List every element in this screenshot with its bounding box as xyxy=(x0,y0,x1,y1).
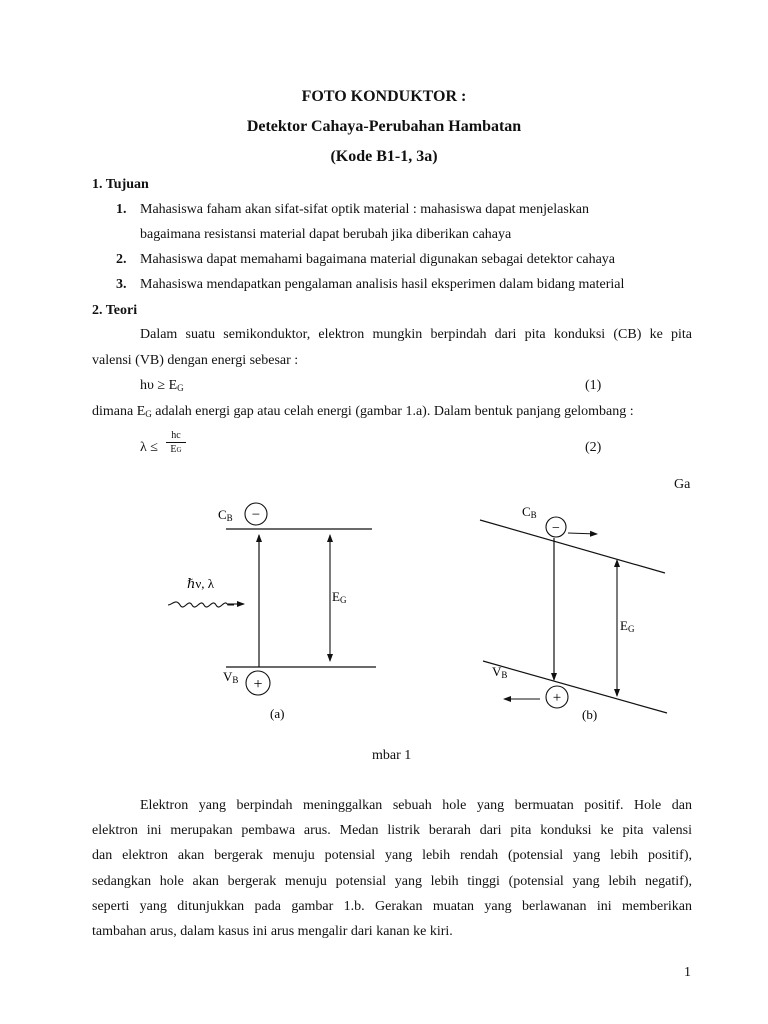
list-item-number: 2. xyxy=(116,252,127,267)
paragraph-line: elektron ini merupakan pembawa arus. Medan listrik berarah dari pita konduksi ke pita valensi xyxy=(92,823,692,838)
vb-label-a: VB xyxy=(223,669,239,685)
figure-caption-start: Ga xyxy=(674,477,691,492)
paragraph-line: seperti yang ditunjukkan pada gambar 1.b. Gerakan muatan yang berlawanan ini memberikan xyxy=(92,899,692,914)
paragraph-line: Elektron yang berpindah meninggalkan sebuah hole yang bermuatan positif. Hole dan xyxy=(140,798,692,813)
paragraph-line xyxy=(92,404,634,420)
valence-band-line-b xyxy=(483,661,667,713)
photon-wave-icon xyxy=(168,602,234,607)
vb-label-b: VB xyxy=(492,664,508,680)
figure-b xyxy=(480,504,667,722)
figure-caption-end: mbar 1 xyxy=(372,748,412,763)
fraction-numerator: hc xyxy=(166,430,186,443)
equation-1 xyxy=(140,378,184,394)
text-span: adalah energi gap atau celah energi (gambar 1.a). Dalam bentuk panjang gelombang : xyxy=(151,404,634,419)
fraction-denominator xyxy=(166,443,186,455)
page-subtitle: Detektor Cahaya-Perubahan Hambatan xyxy=(246,118,522,135)
figure-band-diagram xyxy=(0,490,768,740)
page-title: FOTO KONDUKTOR : xyxy=(301,88,467,105)
eg-label-b: EG xyxy=(620,618,635,634)
page-number: 1 xyxy=(684,965,691,980)
figure-b-label: (b) xyxy=(582,707,598,722)
equation-2-number: (2) xyxy=(585,440,602,455)
equation-1-number: (1) xyxy=(585,378,602,393)
hole-sign-a: + xyxy=(253,676,263,693)
electron-sign-b: − xyxy=(552,521,560,536)
text-sub: G xyxy=(145,409,152,419)
electron-drift-arrow xyxy=(568,533,597,534)
hole-sign-b: + xyxy=(552,690,562,706)
electron-sign-a: − xyxy=(251,507,261,523)
list-item-number: 3. xyxy=(116,277,127,292)
paragraph-line: sedangkan hole akan bergerak menuju potensial yang lebih tinggi (potensial yang lebih negatif), xyxy=(92,874,692,889)
paragraph-line: tambahan arus, dalam kasus ini arus mengalir dari kanan ke kiri. xyxy=(92,924,453,939)
equation-1-lhs: hυ ≥ E xyxy=(140,378,178,393)
equation-2-fraction xyxy=(166,430,186,455)
cb-label-a: CB xyxy=(218,507,233,523)
denominator-text: E xyxy=(170,444,177,455)
eg-label-a: EG xyxy=(332,589,347,605)
section-heading-tujuan: 1. Tujuan xyxy=(92,177,149,192)
list-item-text: Mahasiswa dapat memahami bagaimana material digunakan sebagai detektor cahaya xyxy=(140,252,616,267)
figure-a xyxy=(168,503,376,721)
cb-label-b: CB xyxy=(522,504,537,520)
page-code: (Kode B1-1, 3a) xyxy=(330,148,438,165)
photon-label: ℏν, λ xyxy=(187,576,215,591)
conduction-band-line-b xyxy=(480,520,665,573)
list-item-number: 1. xyxy=(116,202,127,217)
denominator-sub: G xyxy=(176,446,182,454)
list-item-text: Mahasiswa faham akan sifat-sifat optik material : mahasiswa dapat menjelaskan xyxy=(140,202,590,217)
list-item-text: Mahasiswa mendapatkan pengalaman analisis hasil eksperimen dalam bidang material xyxy=(140,277,625,292)
paragraph-line: valensi (VB) dengan energi sebesar : xyxy=(92,353,299,368)
equation-1-sub: G xyxy=(177,383,184,393)
figure-a-label: (a) xyxy=(270,706,285,721)
paragraph-line: Dalam suatu semikonduktor, elektron mungkin berpindah dari pita konduksi (CB) ke pita xyxy=(140,327,692,342)
text-span: dimana E xyxy=(92,404,146,419)
section-heading-teori: 2. Teori xyxy=(92,303,138,318)
list-item-text-continued: bagaimana resistansi material dapat berubah jika diberikan cahaya xyxy=(140,227,512,242)
equation-2-lhs: λ ≤ xyxy=(140,440,158,455)
paragraph-line: dan elektron akan bergerak menuju potensial yang lebih rendah (potensial yang lebih positif), xyxy=(92,848,692,863)
